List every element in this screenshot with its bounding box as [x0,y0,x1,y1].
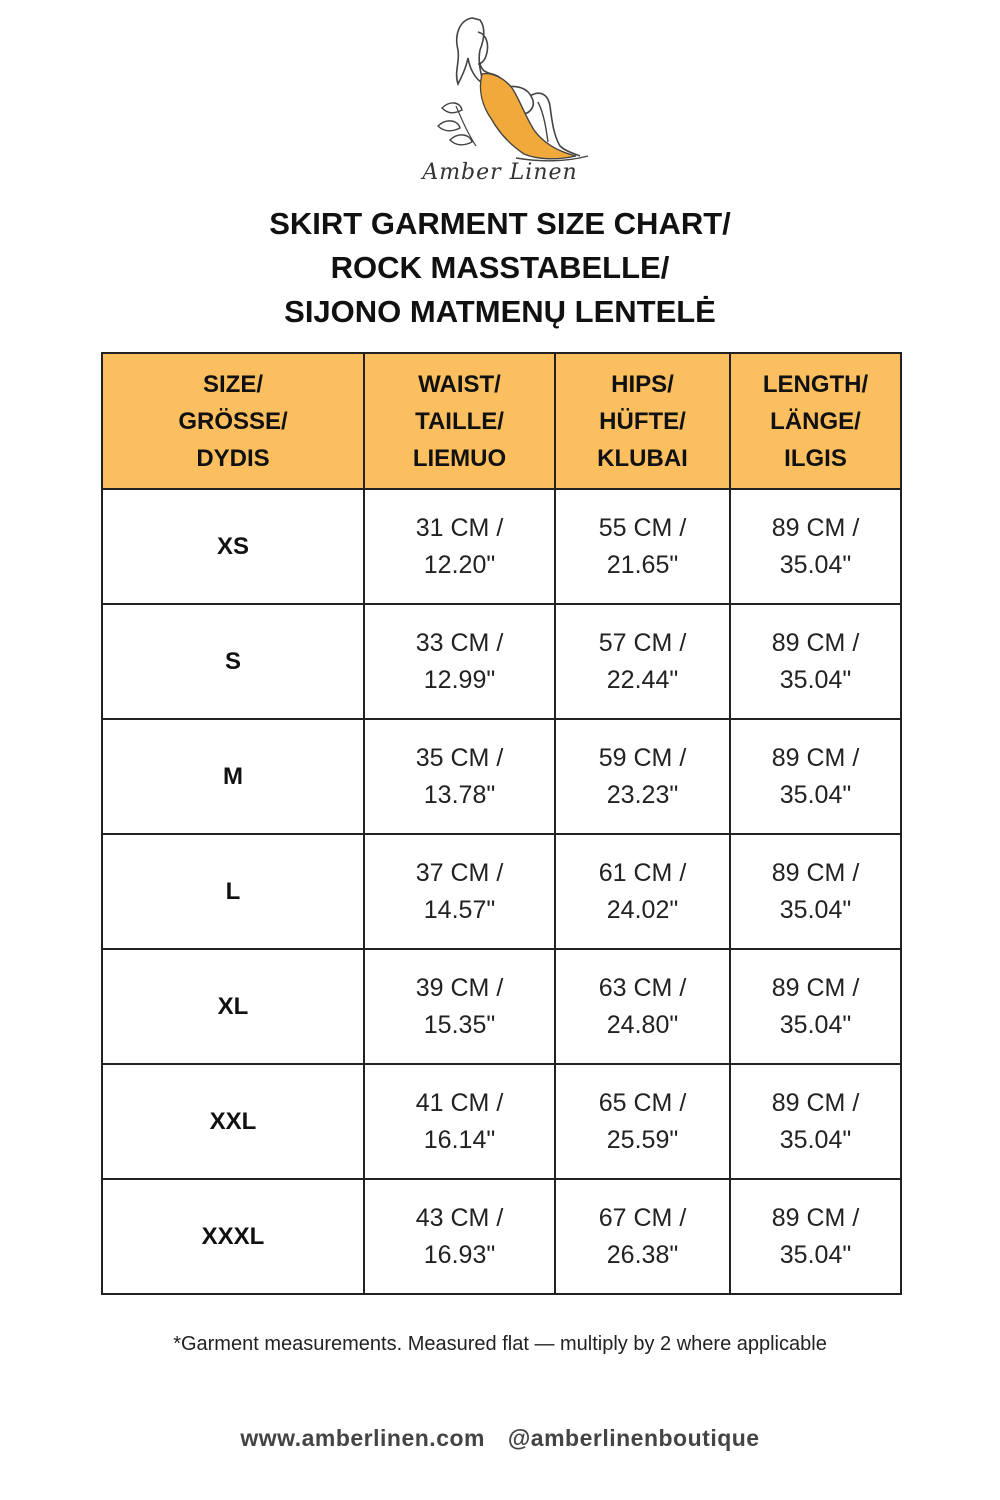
waist-cell: 31 CM / 12.20" [364,489,555,604]
table-row [102,719,901,834]
waist-cell: 33 CM / 12.99" [364,604,555,719]
waist-cell: 41 CM / 16.14" [364,1064,555,1179]
waist-cell: 37 CM / 14.57" [364,834,555,949]
length-cell: 89 CM / 35.04" [730,489,901,604]
length-cell: 89 CM / 35.04" [730,949,901,1064]
table-row [102,604,901,719]
size-cell: M [102,719,364,834]
table-row [102,949,901,1064]
hips-cell: 67 CM / 26.38" [555,1179,730,1294]
waist-cell: 35 CM / 13.78" [364,719,555,834]
table-row [102,1179,901,1294]
size-cell: XL [102,949,364,1064]
title-line-2: ROCK MASSTABELLE/ [330,250,670,285]
hips-cell: 61 CM / 24.02" [555,834,730,949]
size-cell: XS [102,489,364,604]
size-cell: S [102,604,364,719]
header-waist: WAIST/ TAILLE/ LIEMUO [364,353,555,489]
size-cell: XXL [102,1064,364,1179]
size-chart-table [101,352,902,1295]
length-cell: 89 CM / 35.04" [730,834,901,949]
header-size: SIZE/ GRÖSSE/ DYDIS [102,353,364,489]
length-cell: 89 CM / 35.04" [730,719,901,834]
size-cell: XXXL [102,1179,364,1294]
length-cell: 89 CM / 35.04" [730,604,901,719]
table-row [102,1064,901,1179]
hips-cell: 65 CM / 25.59" [555,1064,730,1179]
website-link[interactable]: www.amberlinen.com [240,1425,485,1451]
table-row [102,834,901,949]
header-hips: HIPS/ HÜFTE/ KLUBAI [555,353,730,489]
table-header-row [102,353,901,489]
hips-cell: 57 CM / 22.44" [555,604,730,719]
page-title [0,202,1000,334]
size-cell: L [102,834,364,949]
waist-cell: 39 CM / 15.35" [364,949,555,1064]
hips-cell: 63 CM / 24.80" [555,949,730,1064]
footer [0,1425,1000,1452]
length-cell: 89 CM / 35.04" [730,1064,901,1179]
social-handle[interactable]: @amberlinenboutique [507,1425,760,1451]
waist-cell: 43 CM / 16.93" [364,1179,555,1294]
brand-name: Amber Linen [422,160,578,185]
header-length: LENGTH/ LÄNGE/ ILGIS [730,353,901,489]
length-cell: 89 CM / 35.04" [730,1179,901,1294]
hips-cell: 59 CM / 23.23" [555,719,730,834]
hips-cell: 55 CM / 21.65" [555,489,730,604]
title-line-3: SIJONO MATMENŲ LENTELĖ [284,294,716,329]
measurement-note: *Garment measurements. Measured flat — multiply by 2 where applicable [173,1333,827,1355]
table-row [102,489,901,604]
title-line-1: SKIRT GARMENT SIZE CHART/ [269,206,731,241]
